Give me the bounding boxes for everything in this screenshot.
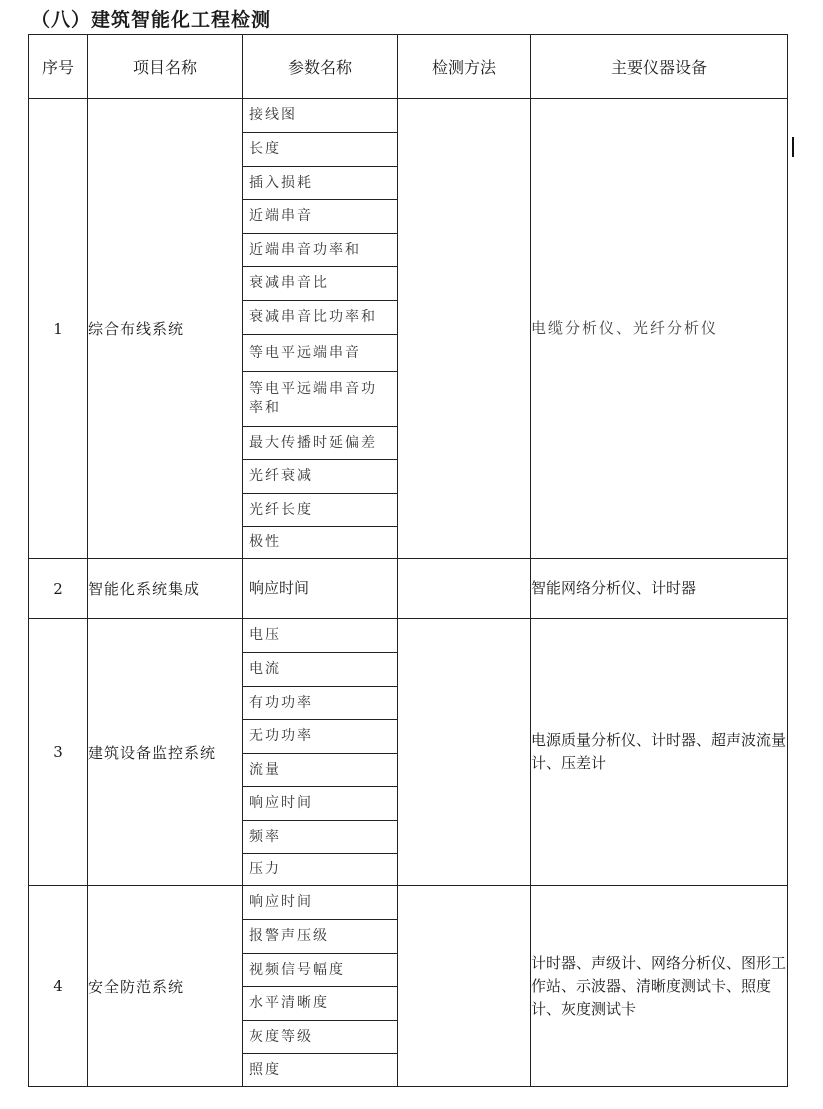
- table-row: [29, 619, 788, 886]
- row-number: 3: [29, 619, 88, 886]
- param-cell: 光纤衰减: [243, 459, 397, 493]
- param-cell: 电压: [249, 627, 281, 643]
- method-cell: [398, 886, 531, 1087]
- item-name: 安全防范系统: [88, 886, 243, 1087]
- param-cell: 流量: [243, 753, 397, 786]
- param-cell: 视频信号幅度: [243, 953, 397, 986]
- inspection-table: [28, 34, 788, 1087]
- equipment-cell: 电源质量分析仪、计时器、超声波流量计、压差计: [531, 619, 788, 886]
- param-cell: 响应时间: [249, 579, 310, 597]
- row-number: 4: [29, 886, 88, 1087]
- param-cell: 响应时间: [243, 786, 397, 820]
- param-cell: 灰度等级: [243, 1020, 397, 1053]
- param-cell: 频率: [243, 820, 397, 853]
- param-cell: 接线图: [249, 107, 297, 123]
- param-cell: 报警声压级: [243, 919, 397, 953]
- param-list: [243, 619, 398, 886]
- param-cell: 近端串音功率和: [243, 233, 397, 266]
- param-cell: 压力: [243, 853, 397, 885]
- param-list: [243, 99, 398, 559]
- param-cell: 衰减串音比: [243, 266, 397, 300]
- table-row: [29, 886, 788, 1087]
- header-equipment: 主要仪器设备: [531, 35, 788, 99]
- equipment-cell: 计时器、声级计、网络分析仪、图形工作站、示波器、清晰度测试卡、照度计、灰度测试卡: [531, 886, 788, 1087]
- section-heading: （八）建筑智能化工程检测: [31, 9, 272, 31]
- param-cell: 等电平远端串音: [243, 334, 397, 371]
- item-name: 建筑设备监控系统: [88, 619, 243, 886]
- item-name: 智能化系统集成: [88, 559, 243, 619]
- method-cell: [398, 99, 531, 559]
- method-cell: [398, 559, 531, 619]
- method-cell: [398, 619, 531, 886]
- param-cell: 无功功率: [243, 719, 397, 753]
- param-cell: 插入损耗: [243, 166, 397, 199]
- param-list: [243, 559, 398, 619]
- equipment-cell: 电缆分析仪、光纤分析仪: [531, 99, 788, 559]
- param-cell: 极性: [243, 526, 397, 558]
- param-cell: 水平清晰度: [243, 986, 397, 1020]
- header-item: 项目名称: [88, 35, 243, 99]
- param-list: [243, 886, 398, 1087]
- param-cell: 最大传播时延偏差: [243, 426, 397, 459]
- header-row: [29, 35, 788, 99]
- header-method: 检测方法: [398, 35, 531, 99]
- table-row: [29, 559, 788, 619]
- param-cell: 衰减串音比功率和: [243, 300, 397, 334]
- param-cell: 长度: [243, 132, 397, 166]
- equipment-cell: 智能网络分析仪、计时器: [531, 559, 788, 619]
- param-cell: 光纤长度: [243, 493, 397, 526]
- param-cell: 等电平远端串音功率和: [243, 371, 397, 426]
- param-cell: 响应时间: [249, 894, 313, 910]
- text-cursor: [792, 137, 794, 157]
- param-cell: 照度: [243, 1053, 397, 1086]
- row-number: 1: [29, 99, 88, 559]
- row-number: 2: [29, 559, 88, 619]
- param-cell: 电流: [243, 652, 397, 686]
- param-cell: 近端串音: [243, 199, 397, 233]
- table-row: [29, 99, 788, 559]
- param-cell: 有功功率: [243, 686, 397, 719]
- header-param: 参数名称: [243, 35, 398, 99]
- item-name: 综合布线系统: [88, 99, 243, 559]
- header-no: 序号: [29, 35, 88, 99]
